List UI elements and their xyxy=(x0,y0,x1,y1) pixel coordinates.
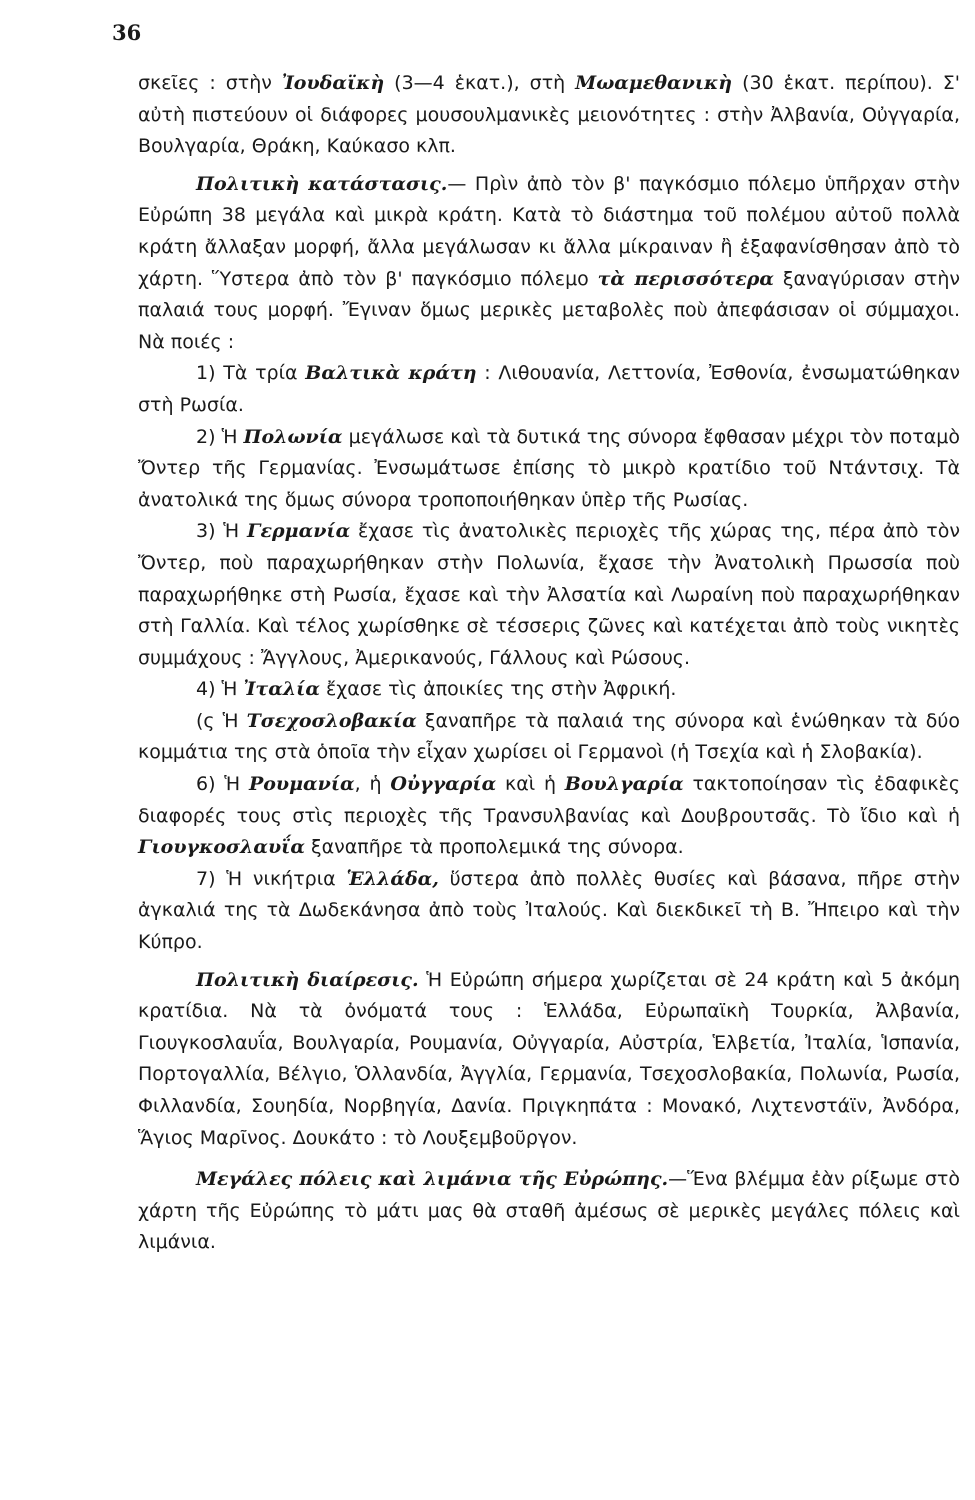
text-run: 7) Ἡ νικήτρια xyxy=(196,867,347,890)
religion-continuation-paragraph xyxy=(138,68,960,163)
list-item-greece xyxy=(138,864,960,959)
emphasis-hungary: Οὐγγαρία xyxy=(390,773,497,796)
emphasis-baltic-states: Βαλτικὰ κράτη xyxy=(305,362,477,385)
page-number: 36 xyxy=(112,20,142,45)
text-run: ξαναγύρισαν στὴν παλαιά τους μορφή. Ἔγιναν ὅμως μερικὲς μεταβολὲς ποὺ ἀπεφάσισαν οἱ σύμμαχοι. Νὰ ποιές : xyxy=(138,267,960,353)
emphasis-judaism: Ἰουδαϊκὴ xyxy=(281,72,385,94)
emphasis-czechoslovakia: Τσεχοσλοβακία xyxy=(246,709,417,732)
text-run: ἔχασε τὶς ἀνατολικὲς περιοχὲς τῆς χώρας της, πέρα ἀπὸ τὸν Ὄντερ, ποὺ παραχωρήθηκαν στὴν Πολωνία, ἔχασε τὴν Ἀνατολικὴ Πρωσσία ποὺ παραχωρήθηκε στὴ Ρωσία, ἔχασε καὶ τὴν Ἀλσατία καὶ Λωραίνη ποὺ παραχωρήθηκαν στὴ Γαλλία. Καὶ τέλος χωρίσθηκε σὲ τέσσερις ζῶνες καὶ κατέχεται ἀπὸ τοὺς νικητὲς συμμάχους : Ἄγγλους, Ἀμερικανούς, Γάλλους καὶ Ρώσους. xyxy=(138,520,960,669)
cities-ports-paragraph xyxy=(138,1164,960,1259)
emphasis-italy: Ἰταλία xyxy=(243,678,320,701)
text-run: —Ἕνα βλέμμα ἐὰν ρίξωμε στὸ χάρτη τῆς Εὐρώπης τὸ μάτι μας θὰ σταθῆ ἀμέσως σὲ μερικὲς μεγάλες πόλεις καὶ λιμάνια. xyxy=(138,1168,960,1254)
list-item-germany xyxy=(138,516,960,674)
emphasis-romania: Ρουμανία xyxy=(248,773,355,796)
emphasis-most: τὰ περισσότερα xyxy=(597,267,775,290)
political-situation-paragraph xyxy=(138,169,960,359)
text-run: 3) Ἡ xyxy=(196,520,247,543)
text-run: ἔχασε τὶς ἀποικίες της στὴν Ἀφρική. xyxy=(319,678,677,701)
text-run: 6) Ἡ xyxy=(196,773,249,796)
emphasis-greece: Ἑλλάδα, xyxy=(346,867,439,890)
text-run: 4) Ἡ xyxy=(196,678,244,701)
emphasis-yugoslavia: Γιουγκοσλαυΐα xyxy=(138,836,305,859)
emphasis-germany: Γερμανία xyxy=(246,520,351,543)
text-run: 2) Ἡ xyxy=(196,425,244,448)
list-item-poland xyxy=(138,422,960,517)
text-run: (ς Ἡ xyxy=(196,709,247,732)
text-run: 1) Τὰ τρία xyxy=(196,362,306,385)
text-run: σκεῖες : στὴν xyxy=(138,72,282,94)
text-run: (30 ἑκατ. περίπου). Σ' αὐτὴ πιστεύουν οἱ διάφορες μουσουλμανικὲς μειονότητες : στὴν Ἀλβανία, Οὐγγαρία, Βουλγαρία, Θράκη, Καύκασο κλπ. xyxy=(138,72,960,158)
text-run: μεγάλωσε καὶ τὰ δυτικά της σύνορα ἔφθασαν μέχρι τὸν ποταμὸ Ὄντερ τῆς Γερμανίας. Ἐνσωμάτωσε ἐπίσης τὸ μικρὸ κρατίδιο τοῦ Ντάντσιχ. Τὰ ἀνατολικά της ὅμως σύνορα τροποποιήθηκαν ὑπὲρ τῆς Ρωσίας. xyxy=(138,425,960,511)
text-run: : Λιθουανία, Λεττονία, Ἐσθονία, ἐνσωματώθηκαν στὴ Ρωσία. xyxy=(138,362,961,416)
section-heading-cities-ports: Μεγάλες πόλεις καὶ λιμάνια τῆς Εὐρώπης. xyxy=(196,1168,669,1191)
list-item-baltic xyxy=(138,358,960,421)
section-heading-political-situation: Πολιτικὴ κατάστασις. xyxy=(196,172,448,195)
page-body xyxy=(138,68,960,1259)
text-run: ὕστερα ἀπὸ πολλὲς θυσίες καὶ βάσανα, πῆρε στὴν ἀγκαλιά της τὰ Δωδεκάνησα ἀπὸ τοὺς Ἰταλούς. Καὶ διεκδικεῖ τὴ Β. Ἤπειρο καὶ τὴν Κύπρο. xyxy=(138,867,960,954)
text-run: Ἡ Εὐρώπη σήμερα χωρίζεται σὲ 24 κράτη καὶ 5 ἀκόμη κρατίδια. Νὰ τὰ ὀνόματά τους : Ἑλλάδα, Εὐρωπαϊκὴ Τουρκία, Ἀλβανία, Γιουγκοσλαυΐα, Βουλγαρία, Ρουμανία, Οὐγγαρία, Αὐστρία, Ἑλβετία, Ἰταλία, Ἱσπανία, Πορτογαλλία, Βέλγιο, Ὁλλανδία, Ἀγγλία, Γερμανία, Τσεχοσλοβακία, Πολωνία, Ρωσία, Φιλλανδία, Σουηδία, Νορβηγία, Δανία. Πριγκηπάτα : Μονακό, Λιχτενστάϊν, Ἀνδόρα, Ἅγιος Μαρῖνος. Δουκάτο : τὸ Λουξεμβοῦργον. xyxy=(138,968,960,1149)
text-run: καὶ ἡ xyxy=(496,773,565,796)
text-run: (3—4 ἑκατ.), στὴ xyxy=(384,72,576,94)
text-run: ξαναπῆρε τὰ προπολεμικά της σύνορα. xyxy=(304,836,684,859)
emphasis-islam: Μωαμεθανικὴ xyxy=(575,72,733,94)
list-item-romania-hungary-bulgaria xyxy=(138,769,960,864)
emphasis-bulgaria: Βουλγαρία xyxy=(564,773,684,796)
text-run: , ἡ xyxy=(354,773,391,796)
text-run: ξαναπῆρε τὰ παλαιά της σύνορα καὶ ἑνώθηκαν τὰ δύο κομμάτια της στὰ ὁποῖα τὴν εἶχαν χωρίσει οἱ Γερμανοὶ (ἡ Τσεχία καὶ ἡ Σλοβακία). xyxy=(138,709,960,764)
list-item-italy xyxy=(138,674,960,706)
emphasis-poland: Πολωνία xyxy=(243,425,343,448)
section-heading-political-division: Πολιτικὴ διαίρεσις. xyxy=(196,968,419,991)
text-run: — Πρὶν ἀπὸ τὸν β' παγκόσμιο πόλεμο ὑπῆρχαν στὴν Εὐρώπη 38 μεγάλα καὶ μικρὰ κράτη. Κατὰ τὸ διάστημα τοῦ πολέμου αὐτοῦ πολλὰ κράτη ἄλλαξαν μορφή, ἄλλα μεγάλωσαν κι ἄλλα μίκραιναν ἢ ἐξαφανίσθησαν ἀπὸ τὸ χάρτη. Ὕστερα ἀπὸ τὸν β' παγκόσμιο πόλεμο xyxy=(138,172,960,290)
political-division-paragraph xyxy=(138,965,960,1155)
text-run: τακτοποίησαν τὶς ἐδαφικὲς διαφορές τους στὶς περιοχὲς τῆς Τρανσυλβανίας καὶ Δουβρουτσᾶς. Τὸ ἴδιο καὶ ἡ xyxy=(138,773,960,827)
list-item-czechoslovakia xyxy=(138,706,960,769)
